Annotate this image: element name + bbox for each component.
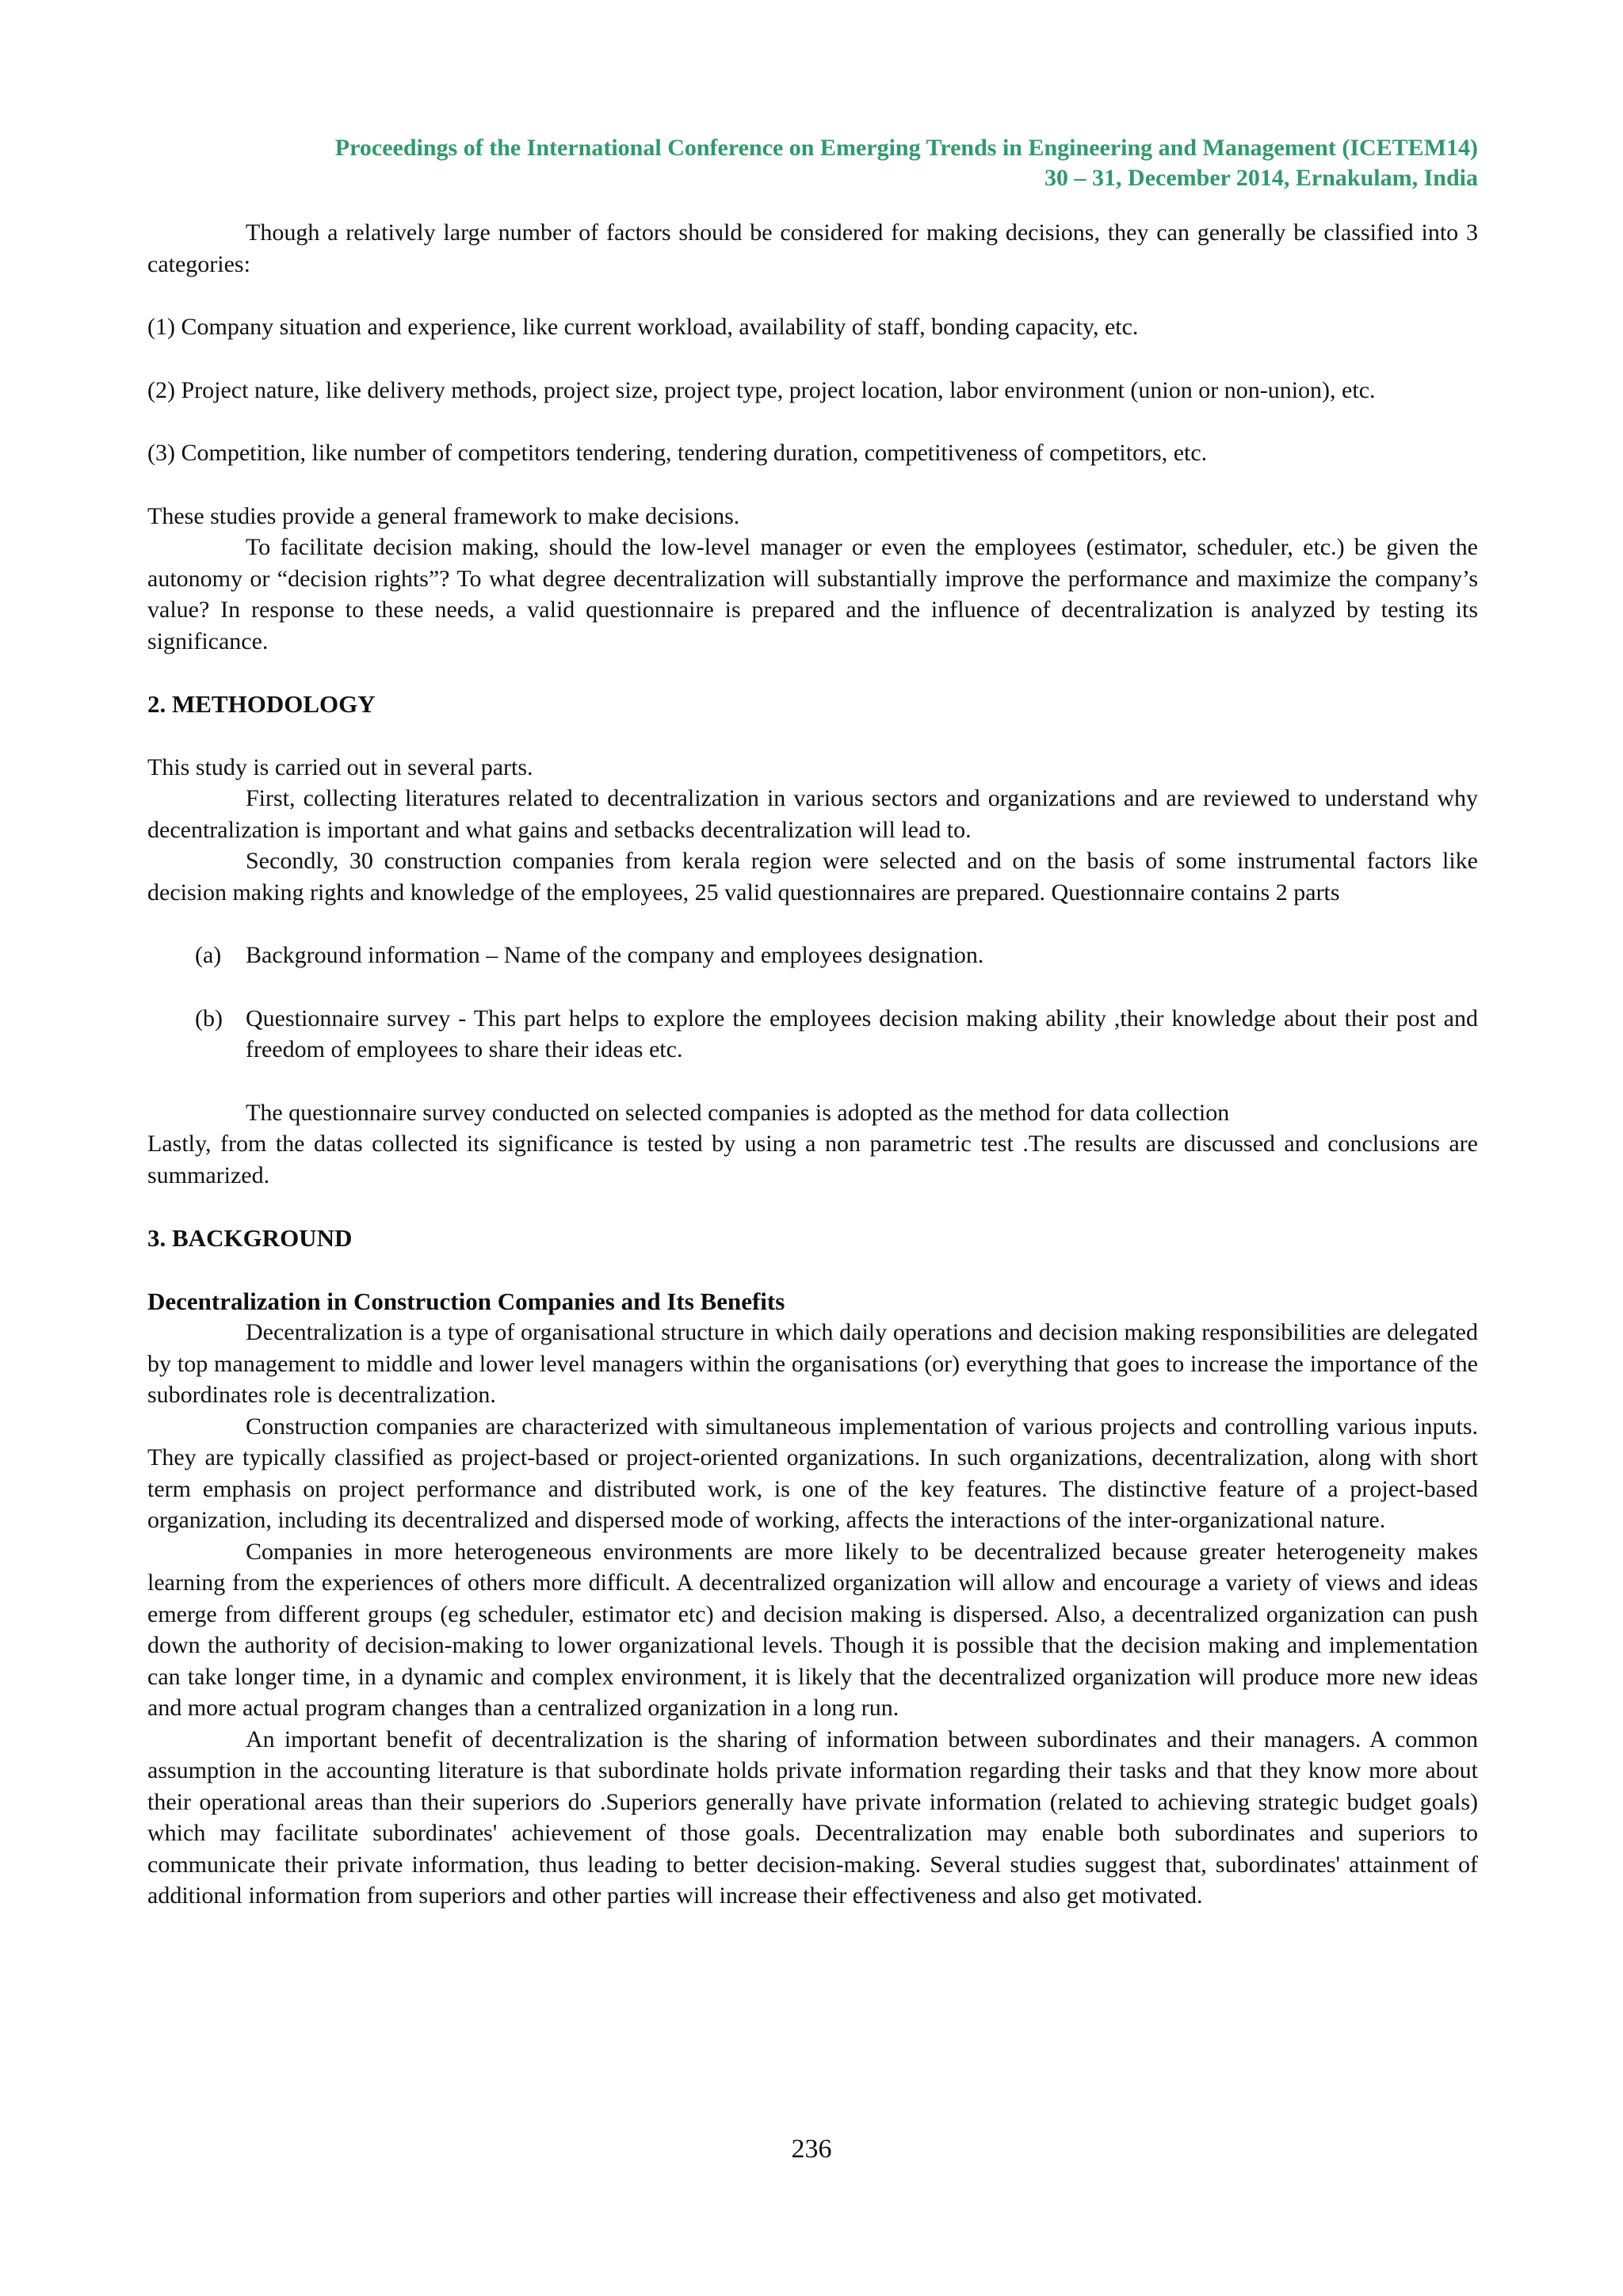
page-number: 236 bbox=[791, 2134, 832, 2164]
methodology-last-paragraph: Lastly, from the datas collected its significance is tested by using a non parametric test .The results are discussed and conclusions are summarized. bbox=[147, 1131, 1478, 1188]
methodology-second-paragraph: Secondly, 30 construction companies from kerala region were selected and on the basis of some instrumental factors like decision making rights and knowledge of the employees, 25 valid questionnaires are prepared. Questionnaire contains 2 parts bbox=[147, 848, 1478, 906]
background-heading-number: 3 bbox=[147, 1224, 160, 1252]
running-header bbox=[147, 133, 1478, 193]
data-collection-paragraph: The questionnaire survey conducted on selected companies is adopted as the method for data collection bbox=[246, 1099, 1230, 1126]
framework-paragraph: These studies provide a general framework to make decisions. bbox=[147, 502, 740, 529]
background-subheading: Decentralization in Construction Companies and Its Benefits bbox=[147, 1287, 785, 1315]
methodology-intro-paragraph: This study is carried out in several parts. bbox=[147, 753, 533, 780]
list-marker: (b) bbox=[195, 1005, 223, 1032]
header-date-location: 30 – 31, December 2014, Ernakulam, India bbox=[1044, 165, 1478, 191]
background-heading bbox=[147, 1222, 1478, 1254]
category-item-3: (3) Competition, like number of competitors tendering, tendering duration, competitiveness of competitors, etc. bbox=[147, 440, 1208, 466]
background-paragraph-2: Construction companies are characterized with simultaneous implementation of various projects and controlling various inputs. They are typically classified as project-based or project-oriented organizations. In such organizations, decentralization, along with short term emphasis on project performance and distributed work, is one of the key features. The distinctive feature of a project-based organization, including its decentralized and dispersed mode of working, affects the interactions of the inter-organizational nature. bbox=[147, 1413, 1478, 1533]
background-paragraph-4: An important benefit of decentralization is the sharing of information between subordinates and their managers. A common assumption in the accounting literature is that subordinate holds private information regarding their tasks and that they know more about their operational areas than their superiors do .Superiors generally have private information (related to achieving strategic budget goals) which may facilitate subordinates' achievement of those goals. Decentralization may enable both subordinates and superiors to communicate their private information, thus leading to better decision-making. Several studies suggest that, subordinates' attainment of additional information from superiors and other parties will increase their effectiveness and also get motivated. bbox=[147, 1726, 1478, 1909]
list-marker: (a) bbox=[195, 942, 222, 968]
background-paragraph-3: Companies in more heterogeneous environments are more likely to be decentralized because greater heterogeneity makes learning from the experiences of others more difficult. A decentralized organization will allow and encourage a variety of views and ideas emerge from different groups (eg scheduler, estimator etc) and decision making is dispersed. Also, a decentralized organization can push down the authority of decision-making to lower organizational levels. Though it is possible that the decision making and implementation can take longer time, in a dynamic and complex environment, it is likely that the decentralized organization will produce more new ideas and more actual program changes than a centralized organization in a long run. bbox=[147, 1538, 1478, 1721]
list-text: Background information – Name of the company and employees designation. bbox=[246, 942, 984, 968]
list-text: Questionnaire survey - This part helps to explore the employees decision making ability ,their knowledge about their post and freedom of employees to share their ideas etc. bbox=[246, 1005, 1478, 1062]
header-conference-title: Proceedings of the International Conference on Emerging Trends in Engineering and Management (ICETEM14) bbox=[334, 135, 1478, 161]
background-paragraph-1: Decentralization is a type of organisational structure in which daily operations and decision making responsibilities are delegated by top management to middle and lower level managers within the organisations (or) everything that goes to increase the importance of the subordinates role is decentralization. bbox=[147, 1319, 1478, 1408]
decision-rights-paragraph: To facilitate decision making, should the low-level manager or even the employees (estimator, scheduler, etc.) be given the autonomy or “decision rights”? To what degree decentralization will substantially improve the performance and maximize the company’s value? In response to these needs, a valid questionnaire is prepared and the influence of decentralization is analyzed by testing its significance. bbox=[147, 534, 1478, 654]
methodology-heading: 2. METHODOLOGY bbox=[147, 690, 376, 718]
questionnaire-part-a bbox=[195, 940, 1478, 971]
questionnaire-part-b bbox=[195, 1003, 1478, 1066]
intro-paragraph: Though a relatively large number of factors should be considered for making decisions, they can generally be classified into 3 categories: bbox=[147, 219, 1478, 277]
category-item-2: (2) Project nature, like delivery methods, project size, project type, project location, labor environment (union or non-union), etc. bbox=[147, 376, 1376, 403]
methodology-first-paragraph: First, collecting literatures related to decentralization in various sectors and organizations and are reviewed to understand why decentralization is important and what gains and setbacks decentralization will lead to. bbox=[147, 785, 1478, 843]
body-text bbox=[147, 217, 1478, 1912]
category-item-1: (1) Company situation and experience, like current workload, availability of staff, bonding capacity, etc. bbox=[147, 314, 1139, 340]
background-heading-text: . BACKGROUND bbox=[159, 1224, 353, 1252]
